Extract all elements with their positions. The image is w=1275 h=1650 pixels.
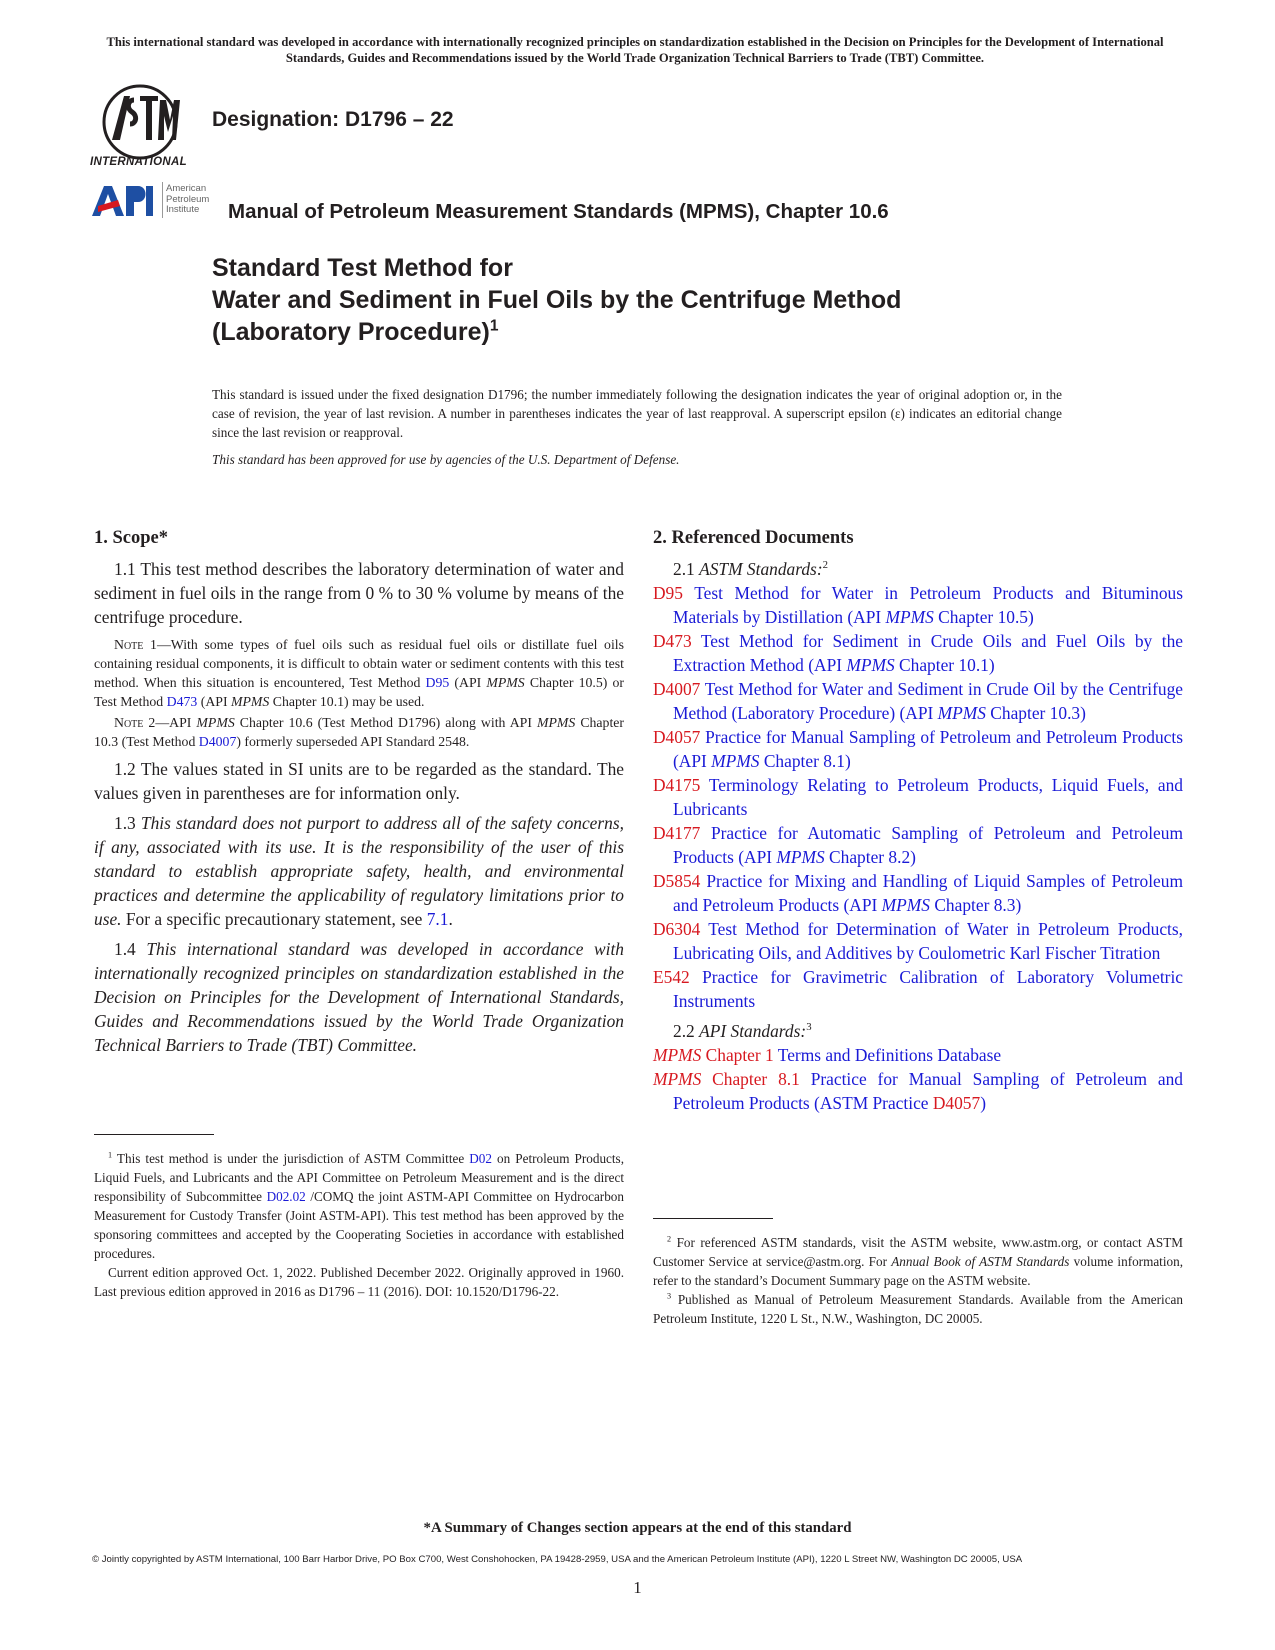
astm-standard-entry	[653, 821, 1183, 869]
note-1: Note 1—With some types of fuel oils such as residual fuel oils or distillate fuel oils containing residual components, it is difficult to obtain water or sediment contents with this test method. When this situation is encountered, Test Method D95 (API MPMS Chapter 10.5) or Test Method D473 (API MPMS Chapter 10.1) may be used.	[94, 637, 624, 709]
title-footnote-mark: 1	[489, 317, 499, 335]
footnote-rule	[653, 1218, 773, 1219]
note-2: Note 2—API MPMS Chapter 10.6 (Test Method D1796) along with API MPMS Chapter 10.3 (Test Method D4007) formerly superseded API Standard 2548.	[94, 715, 625, 749]
footnotes-2-3-block	[653, 1218, 1183, 1328]
api-logo-line: American	[166, 183, 207, 194]
paragraph-1-4: 1.4 This international standard was developed in accordance with internationally recognized principles on standardization established in the Decision on Principles for the Development of International Standards, Guides and Recommendations issued by the World Trade Organization Technical Barriers to Trade (TBT) Committee.	[94, 939, 624, 1055]
api-logo-line: Institute	[166, 204, 200, 215]
api-logo-caption	[166, 184, 209, 216]
footnote-1-block	[94, 1134, 624, 1301]
astm-standard-code[interactable]: D4177	[653, 823, 701, 843]
astm-standard-title[interactable]: Practice for Mixing and Handling of Liquid Samples of Petroleum and Petroleum Products (API MPMS Chapter 8.3)	[673, 871, 1183, 915]
references-heading: 2. Referenced Documents	[653, 528, 854, 548]
footnote-1-edition: Current edition approved Oct. 1, 2022. Published December 2022. Originally approved in 1960. Last previous edition approved in 2016 as D1796 – 11 (2016). DOI: 10.1520/D1796-22.	[94, 1265, 624, 1299]
astm-standard-code[interactable]: D95	[653, 583, 683, 603]
footnote-2: $^2$ For referenced ASTM standards, visit the ASTM website, www.astm.org, or contact ASTM Customer Service at service@astm.org. For Annual Book of ASTM Standards volume information, refer to the standard’s Document Summary page on the ASTM website.	[653, 1234, 1183, 1288]
scope-section	[94, 528, 624, 1063]
astm-standard-code[interactable]: D4007	[653, 679, 701, 699]
api-standard-title[interactable]: Practice for Manual Sampling of Petroleum and Petroleum Products (ASTM Practice	[673, 1069, 1184, 1113]
link-d473[interactable]: D473	[166, 694, 198, 709]
link-d4007[interactable]: D4007	[198, 734, 237, 749]
international-standard-notice: This international standard was developed in accordance with internationally recognized principles on standardization established in the Decision on Principles for the Development of International Standards, Guides and Recommendations issued by the World Trade Organization Technical Barriers to Trade (TBT) Committee.	[106, 35, 1164, 65]
referenced-documents-section	[653, 528, 1183, 1115]
footnote-3: $^3$ Published as Manual of Petroleum Measurement Standards. Available from the American Petroleum Institute, 1220 L St., N.W., Washington, DC 20005.	[653, 1291, 1184, 1326]
dod-approval-note: This standard has been approved for use by agencies of the U.S. Department of Defense.	[212, 452, 680, 467]
scope-heading: 1. Scope*	[94, 528, 168, 548]
api-standards-heading: 2.2 API Standards:$^3$	[673, 1021, 812, 1041]
astm-standards-list	[653, 581, 1183, 1013]
footnote-rule	[94, 1134, 214, 1135]
title-line-3: (Laboratory Procedure)$^1$	[212, 317, 499, 346]
api-standard-code[interactable]: MPMS Chapter 1	[653, 1045, 774, 1065]
astm-standard-entry	[653, 869, 1183, 917]
copyright-line: © Jointly copyrighted by ASTM International, 100 Barr Harbor Drive, PO Box C700, West Conshohocken, PA 19428-2959, USA and the American Petroleum Institute (API), 1220 L Street NW, Washington DC 20005, USA	[92, 1554, 1023, 1565]
astm-standard-code[interactable]: D6304	[653, 919, 701, 939]
astm-standard-entry	[653, 629, 1183, 677]
title-line-2: Water and Sediment in Fuel Oils by the Centrifuge Method	[212, 286, 902, 314]
astm-standard-entry	[653, 965, 1183, 1013]
link-d02[interactable]: D02	[469, 1151, 492, 1166]
designation: Designation: D1796 – 22	[212, 108, 454, 131]
api-logo-line: Petroleum	[166, 193, 210, 205]
astm-standard-code[interactable]: D473	[653, 631, 692, 651]
astm-standard-title[interactable]: Practice for Manual Sampling of Petroleum and Petroleum Products (API MPMS Chapter 8.1)	[673, 727, 1183, 771]
standard-title	[212, 252, 901, 348]
astm-logo	[90, 82, 194, 172]
api-standard-title[interactable]: Terms and Definitions Database	[777, 1045, 1002, 1065]
astm-standard-title[interactable]: Test Method for Sediment in Crude Oils and Fuel Oils by the Extraction Method (API MPMS Chapter 10.1)	[673, 631, 1183, 675]
page-number: 1	[633, 1578, 642, 1597]
api-logo	[90, 182, 220, 222]
api-standard-entry	[653, 1043, 1183, 1067]
astm-standard-entry	[653, 773, 1183, 821]
footnote-1: $^1$ This test method is under the jurisdiction of ASTM Committee D02 on Petroleum Products, Liquid Fuels, and Lubricants and the API Committee on Petroleum Measurement and is the direct responsibility of Subcommittee D02.02 /COMQ the joint ASTM-API Committee on Hydrocarbon Measurement for Custody Transfer (Joint ASTM-API). This test method has been approved by the sponsoring committees and accepted by the Cooperating Societies in accordance with established procedures.	[94, 1150, 624, 1261]
link-d95[interactable]: D95	[425, 675, 450, 690]
link-d02-02[interactable]: D02.02	[266, 1189, 306, 1204]
astm-standard-title[interactable]: Test Method for Water in Petroleum Products and Bituminous Materials by Distillation (API MPMS Chapter 10.5)	[673, 583, 1183, 627]
astm-standard-title[interactable]: Test Method for Water and Sediment in Crude Oil by the Centrifuge Method (Laboratory Procedure) (API MPMS Chapter 10.3)	[673, 679, 1184, 723]
title-line-1: Standard Test Method for	[212, 254, 513, 282]
api-logo-mark	[90, 182, 154, 218]
astm-standard-entry	[653, 917, 1183, 965]
astm-standard-entry	[653, 725, 1183, 773]
paragraph-1-1: 1.1 This test method describes the laboratory determination of water and sediment in fuel oils in the range from 0 % to 30 % volume by means of the centrifuge procedure.	[94, 559, 624, 627]
paragraph-1-3: 1.3 This standard does not purport to address all of the safety concerns, if any, associated with its use. It is the responsibility of the user of this standard to establish appropriate safety, health, and environmental practices and determine the applicability of regulatory limitations prior to use. For a specific precautionary statement, see 7.1.	[94, 813, 624, 929]
api-standard-code[interactable]: MPMS Chapter 8.1	[653, 1069, 800, 1089]
astm-standards-heading: 2.1 ASTM Standards:$^2$	[673, 559, 829, 579]
link-section-7-1[interactable]: 7.1	[426, 909, 449, 929]
paragraph-1-2: 1.2 The values stated in SI units are to be regarded as the standard. The values given in parentheses are for information only.	[94, 759, 624, 803]
astm-standard-code[interactable]: D5854	[653, 871, 701, 891]
astm-logo-text: INTERNATIONAL	[90, 156, 187, 168]
issue-note: This standard is issued under the fixed designation D1796; the number immediately following the designation indicates the year of original adoption or, in the case of revision, the year of last revision. A number in parentheses indicates the year of last reapproval. A superscript epsilon (ε) indicates an editorial change since the last revision or reapproval.	[212, 387, 1062, 440]
astm-standard-title[interactable]: Practice for Gravimetric Calibration of Laboratory Volumetric Instruments	[673, 967, 1183, 1011]
astm-standard-title[interactable]: Terminology Relating to Petroleum Products, Liquid Fuels, and Lubricants	[673, 775, 1183, 819]
api-standard-entry: MPMS Chapter 8.1 Practice for Manual Sampling of Petroleum and Petroleum Products (ASTM Practice D4057)	[653, 1069, 1184, 1113]
astm-standard-code[interactable]: D4057	[653, 727, 701, 747]
astm-standard-entry	[653, 581, 1183, 629]
astm-standard-title[interactable]: Test Method for Determination of Water in Petroleum Products, Lubricating Oils, and Additives by Coulometric Karl Fischer Titration	[673, 919, 1183, 963]
mpms-chapter-title: Manual of Petroleum Measurement Standards (MPMS), Chapter 10.6	[228, 200, 889, 223]
astm-standard-code[interactable]: D4175	[653, 775, 701, 795]
astm-standard-code[interactable]: E542	[653, 967, 690, 987]
astm-standard-title[interactable]: Practice for Automatic Sampling of Petroleum and Petroleum Products (API MPMS Chapter 8.2)	[673, 823, 1183, 867]
summary-of-changes-note: *A Summary of Changes section appears at the end of this standard	[423, 1520, 852, 1536]
astm-standard-entry	[653, 677, 1183, 725]
api-logo-divider	[162, 182, 163, 218]
link-d4057[interactable]: D4057	[932, 1093, 981, 1113]
